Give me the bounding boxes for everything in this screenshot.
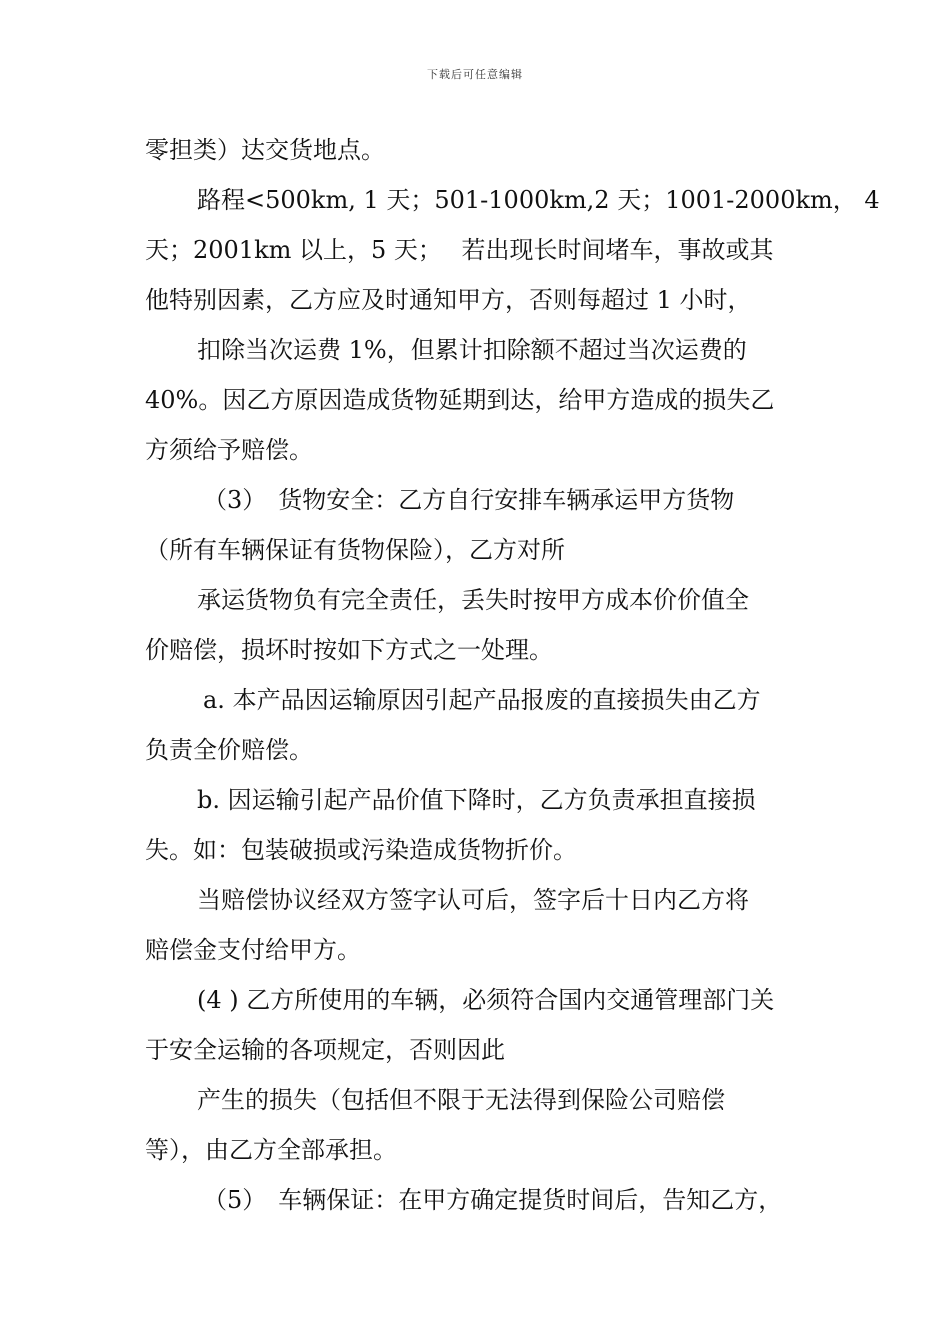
text-line: 当赔偿协议经双方签字认可后，签字后十日内乙方将	[197, 886, 749, 914]
text-line: 价赔偿，损坏时按如下方式之一处理。	[145, 636, 553, 664]
text-line: (4 ) 乙方所使用的车辆，必须符合国内交通管理部门关	[197, 986, 775, 1014]
text-line: 赔偿金支付给甲方。	[145, 936, 361, 964]
text-line: 失。如：包装破损或污染造成货物折价。	[145, 836, 577, 864]
text-line: （所有车辆保证有货物保险），乙方对所	[145, 536, 565, 564]
text-line: 等），由乙方全部承担。	[145, 1136, 397, 1164]
text-line: 他特别因素，乙方应及时通知甲方，否则每超过 1 小时，	[145, 286, 752, 314]
text-line: 路程<500km, 1 天；501-1000km,2 天；1001-2000km， 4	[197, 186, 880, 214]
text-line: 扣除当次运费 1%，但累计扣除额不超过当次运费的	[197, 336, 747, 364]
text-line: b. 因运输引起产品价值下降时，乙方负责承担直接损	[197, 786, 756, 814]
text-line: 负责全价赔偿。	[145, 736, 313, 764]
text-line: a. 本产品因运输原因引起产品报废的直接损失由乙方	[203, 686, 761, 714]
text-line: （3） 货物安全：乙方自行安排车辆承运甲方货物	[203, 486, 735, 514]
document-body	[145, 125, 880, 1225]
text-line: 天；2001km 以上，5 天； 若出现长时间堵车，事故或其	[145, 236, 774, 264]
text-line: （5） 车辆保证：在甲方确定提货时间后，告知乙方，	[203, 1186, 783, 1214]
text-line: 承运货物负有完全责任，丢失时按甲方成本价价值全	[197, 586, 749, 614]
text-line: 方须给予赔偿。	[145, 436, 313, 464]
text-line: 于安全运输的各项规定，否则因此	[145, 1036, 505, 1064]
text-line: 产生的损失（包括但不限于无法得到保险公司赔偿	[197, 1086, 725, 1114]
page-header: 下载后可任意编辑	[427, 68, 523, 81]
text-line: 40%。因乙方原因造成货物延期到达，给甲方造成的损失乙	[145, 386, 775, 414]
text-line: 零担类）达交货地点。	[145, 136, 385, 164]
